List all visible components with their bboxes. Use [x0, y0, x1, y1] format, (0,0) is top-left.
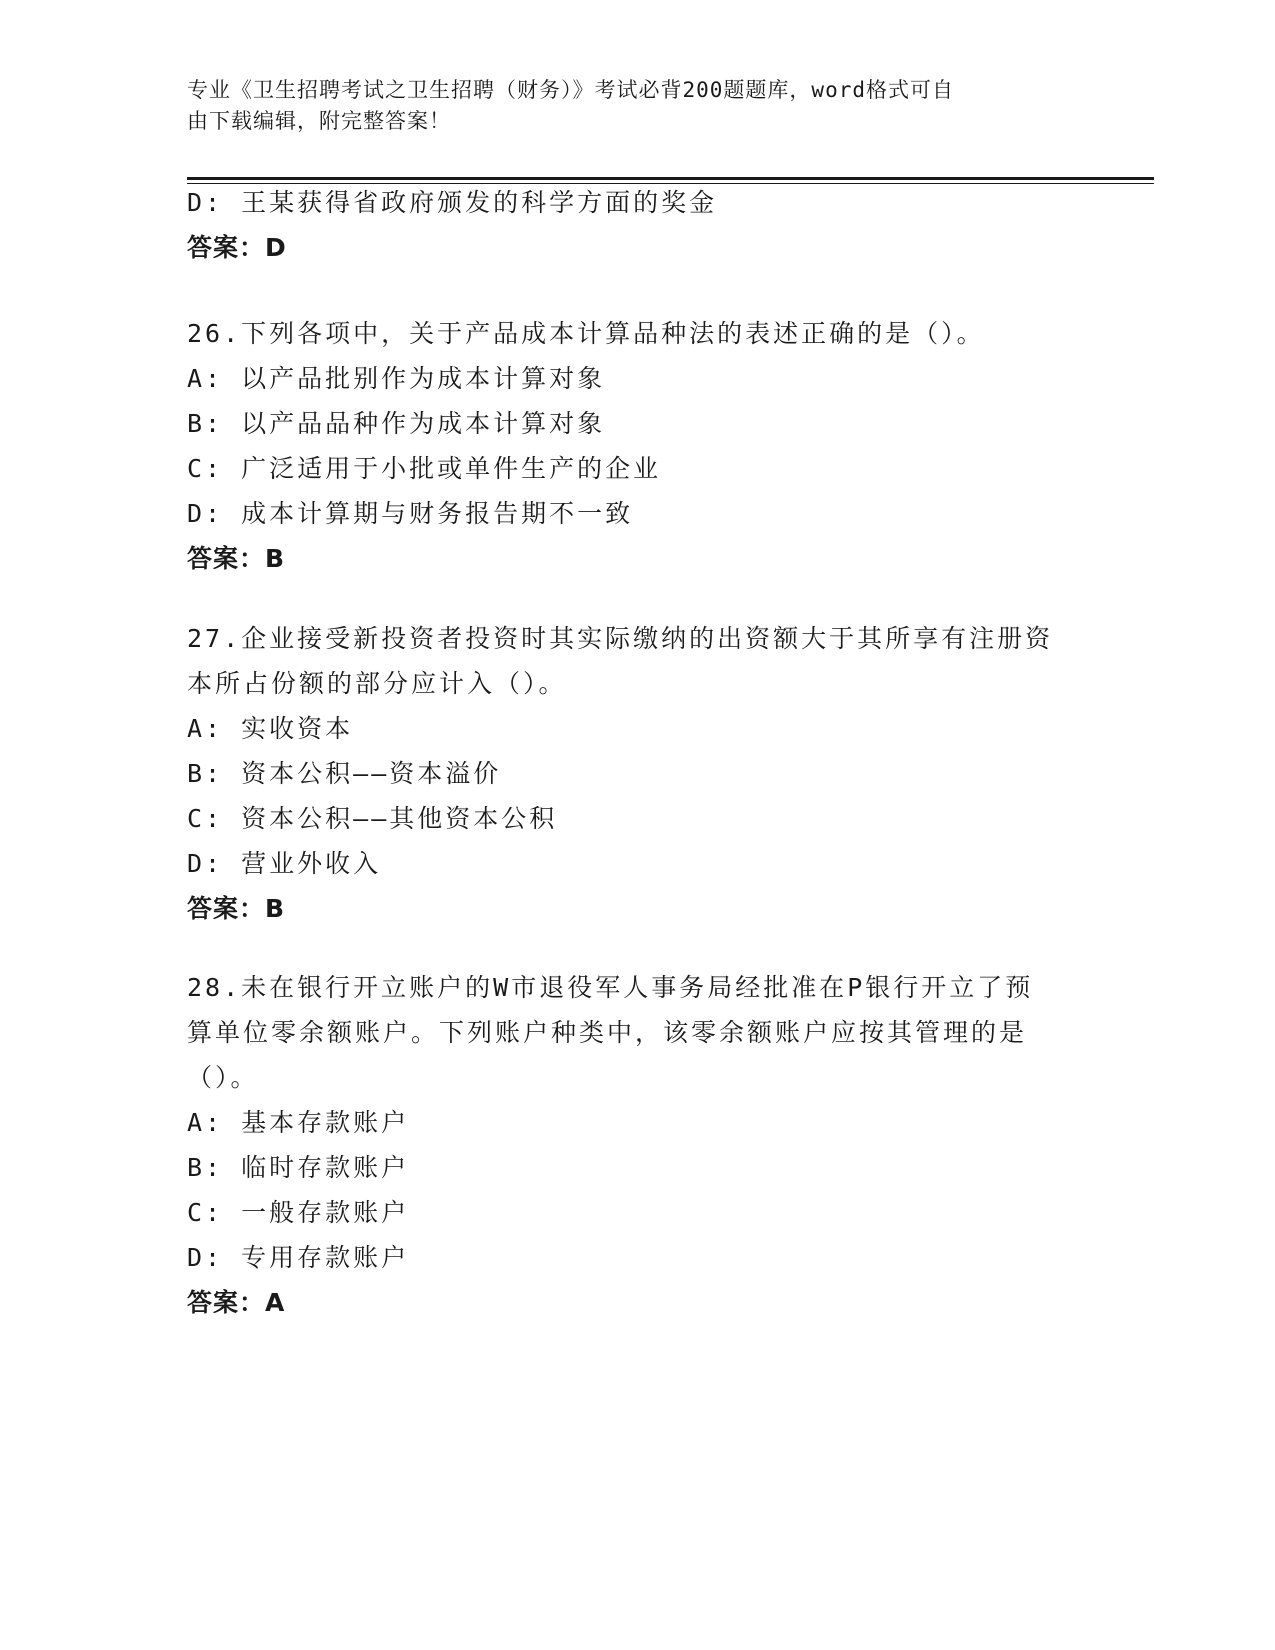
header-line-1: 专业《卫生招聘考试之卫生招聘（财务）》考试必背200题题库，word格式可自 [187, 78, 954, 102]
option-b: B: 资本公积——资本溢价 [187, 759, 502, 788]
answer-line: 答案：B [187, 544, 286, 573]
answer-line: 答案：A [187, 1288, 286, 1317]
option-b: B: 临时存款账户 [187, 1153, 410, 1182]
question-28 [187, 965, 1067, 1325]
option-d: D: 成本计算期与财务报告期不一致 [187, 499, 634, 528]
option-a: A: 实收资本 [187, 714, 354, 743]
page-header [187, 75, 1067, 137]
question-stem-line-2: 本所占份额的部分应计入（）。 [187, 669, 567, 698]
previous-question-tail [187, 180, 1067, 270]
option-d: D: 王某获得省政府颁发的科学方面的奖金 [187, 188, 718, 217]
option-a: A: 基本存款账户 [187, 1108, 410, 1137]
answer-line: 答案：B [187, 894, 286, 923]
option-c: C: 一般存款账户 [187, 1198, 410, 1227]
question-stem: 26.下列各项中，关于产品成本计算品种法的表述正确的是（）。 [187, 319, 985, 348]
option-d: D: 营业外收入 [187, 849, 382, 878]
question-stem-line-3: （）。 [187, 1063, 259, 1092]
question-stem-line-1: 27.企业接受新投资者投资时其实际缴纳的出资额大于其所享有注册资 [187, 624, 1054, 653]
question-stem-line-1: 28.未在银行开立账户的W市退役军人事务局经批准在P银行开立了预 [187, 973, 1034, 1002]
option-d: D: 专用存款账户 [187, 1243, 410, 1272]
option-a: A: 以产品批别作为成本计算对象 [187, 364, 606, 393]
option-b: B: 以产品品种作为成本计算对象 [187, 409, 606, 438]
question-stem-line-2: 算单位零余额账户。下列账户种类中，该零余额账户应按其管理的是 [187, 1018, 1028, 1047]
header-line-2: 由下载编辑，附完整答案！ [187, 109, 451, 133]
option-c: C: 资本公积——其他资本公积 [187, 804, 558, 833]
question-27 [187, 616, 1067, 931]
answer-line: 答案：D [187, 233, 287, 262]
question-26 [187, 311, 1067, 581]
option-c: C: 广泛适用于小批或单件生产的企业 [187, 454, 662, 483]
